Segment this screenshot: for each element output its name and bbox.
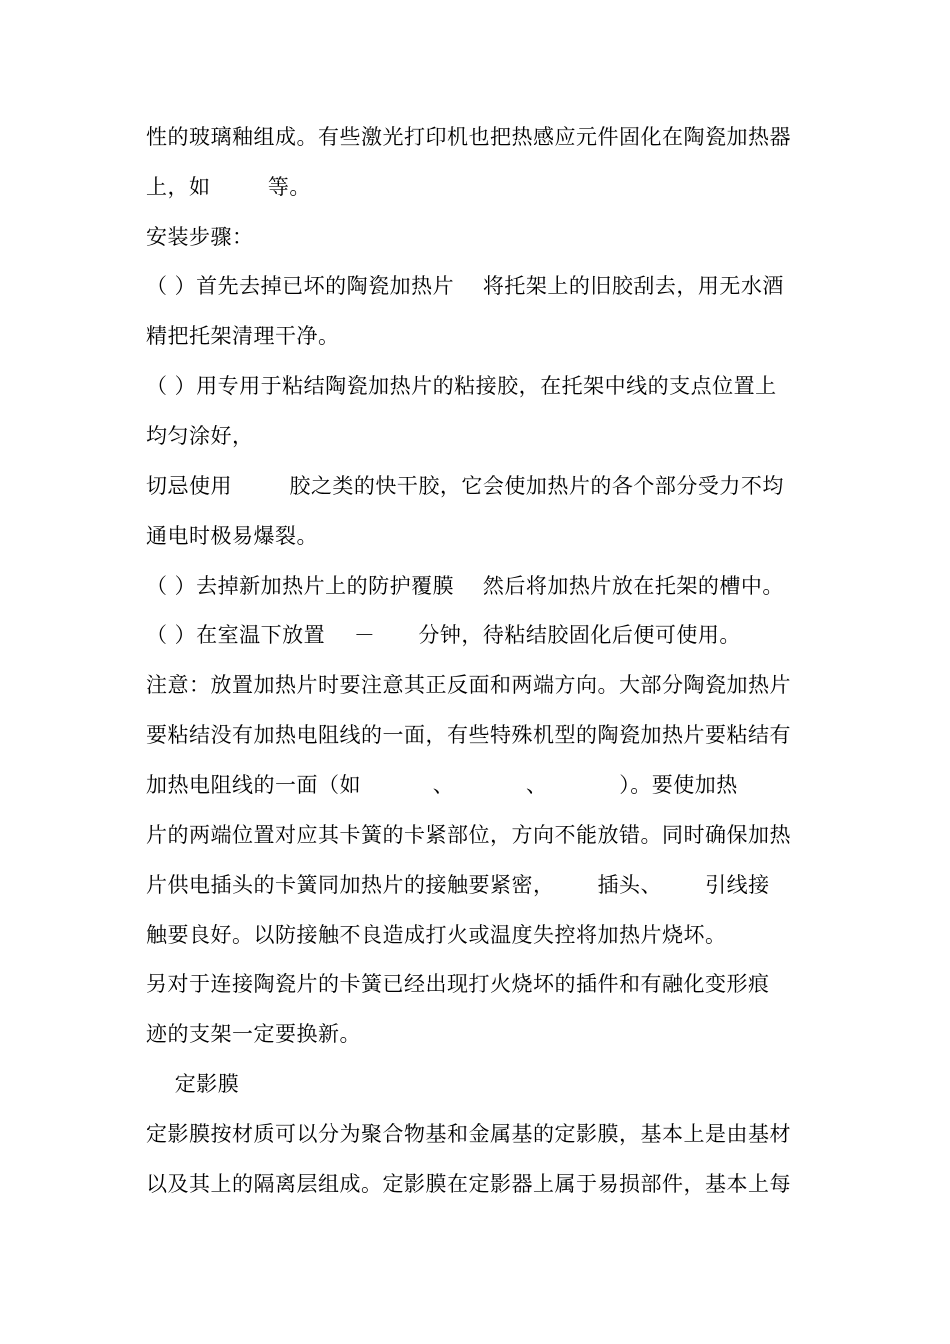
- text-line: 以及其上的隔离层组成。定影膜在定影器上属于易损部件，基本上每: [146, 1172, 791, 1196]
- text-line: 触要良好。以防接触不良造成打火或温度失控将加热片烧坏。: [146, 923, 727, 947]
- text-line: 加热电阻线的一面（如 、 、 ）。要使加热: [146, 773, 738, 797]
- text-line: 通电时极易爆裂。: [146, 524, 318, 548]
- text-line: 注意：放置加热片时要注意其正反面和两端方向。大部分陶瓷加热片: [146, 673, 791, 697]
- text-line: 均匀涂好，: [146, 424, 254, 448]
- text-line: （ ）去掉新加热片上的防护覆膜 然后将加热片放在托架的槽中。: [146, 574, 784, 598]
- text-line: 要粘结没有加热电阻线的一面，有些特殊机型的陶瓷加热片要粘结有: [146, 723, 791, 747]
- text-line: 另对于连接陶瓷片的卡簧已经出现打火烧坏的插件和有融化变形痕: [146, 972, 770, 996]
- text-line: 切忌使用 胶之类的快干胶，它会使加热片的各个部分受力不均: [146, 474, 784, 498]
- text-line: （ ）用专用于粘结陶瓷加热片的粘接胶，在托架中线的支点位置上: [146, 374, 777, 398]
- text-line: 安装步骤：: [146, 225, 254, 249]
- text-line: 片供电插头的卡簧同加热片的接触要紧密， 插头、 引线接: [146, 873, 770, 897]
- text-line: 上，如 等。: [146, 175, 311, 199]
- section-heading: 定影膜: [146, 1072, 240, 1096]
- text-line: 片的两端位置对应其卡簧的卡紧部位，方向不能放错。同时确保加热: [146, 823, 791, 847]
- text-line: 精把托架清理干净。: [146, 324, 340, 348]
- text-line: 定影膜按材质可以分为聚合物基和金属基的定影膜，基本上是由基材: [146, 1122, 791, 1146]
- text-line: （ ）首先去掉已坏的陶瓷加热片 将托架上的旧胶刮去，用无水酒: [146, 274, 784, 298]
- text-line: （ ）在室温下放置 － 分钟，待粘结胶固化后便可使用。: [146, 623, 741, 647]
- text-line: 迹的支架一定要换新。: [146, 1022, 361, 1046]
- text-line: 性的玻璃釉组成。有些激光打印机也把热感应元件固化在陶瓷加热器: [146, 125, 791, 149]
